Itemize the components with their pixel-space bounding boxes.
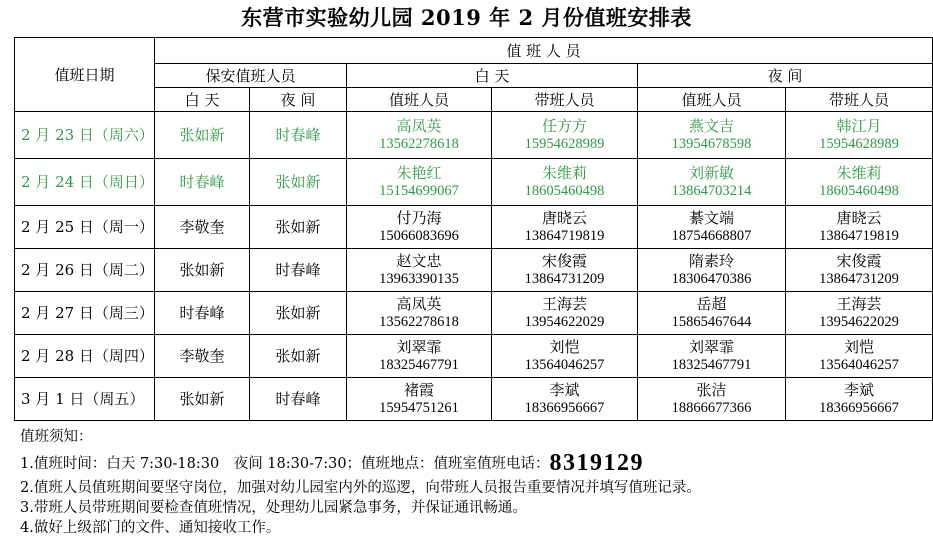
night-duty-cell [638, 112, 786, 159]
staff-name: 朱维莉 [836, 164, 882, 182]
date-cell [15, 159, 155, 206]
staff-name: 刘翠霏 [688, 338, 734, 356]
staff-phone: 13864719819 [819, 228, 899, 244]
table-row [15, 206, 933, 249]
staff-name: 隋素玲 [688, 252, 734, 270]
staff-phone: 18325467791 [671, 357, 752, 373]
staff-phone: 13954678598 [671, 136, 752, 152]
staff-name: 朱艳红 [396, 164, 442, 182]
staff-name: 张如新 [275, 173, 321, 191]
day-duty-cell [347, 249, 492, 292]
date-text: 2 月 28 日（周四） [21, 347, 154, 365]
table-row [15, 292, 933, 335]
staff-name: 时春峰 [275, 126, 321, 144]
staff-phone: 13562278618 [379, 136, 459, 152]
staff-name: 李敬奎 [179, 218, 225, 236]
notes-item-1 [20, 448, 920, 478]
night-lead-cell [786, 249, 933, 292]
staff-name: 刘翠霏 [396, 338, 442, 356]
security-day-cell [155, 249, 250, 292]
security-night-cell [250, 112, 347, 159]
security-night-cell [250, 159, 347, 206]
date-text: 2 月 24 日（周日） [21, 173, 154, 191]
day-lead-cell [492, 159, 638, 206]
header-duty-staff: 值 班 人 员 [155, 38, 933, 64]
day-duty-cell [347, 159, 492, 206]
night-duty-cell [638, 335, 786, 378]
night-duty-cell [638, 378, 786, 421]
night-lead-cell [786, 335, 933, 378]
staff-name: 张如新 [275, 304, 321, 322]
staff-phone: 15954628989 [524, 136, 605, 152]
staff-phone: 18754668807 [671, 228, 752, 244]
table-row [15, 112, 933, 159]
staff-name: 时春峰 [275, 390, 321, 408]
staff-name: 高凤英 [396, 117, 442, 135]
staff-name: 宋俊霞 [541, 252, 587, 270]
night-duty-cell [638, 206, 786, 249]
day-lead-cell [492, 292, 638, 335]
staff-phone: 18306470386 [671, 271, 752, 287]
day-duty-cell [347, 335, 492, 378]
staff-name: 高凤英 [396, 295, 442, 313]
staff-phone: 18605460498 [819, 183, 899, 199]
staff-phone: 13864703214 [671, 183, 752, 199]
security-night-cell [250, 249, 347, 292]
header-security-night: 夜 间 [250, 88, 347, 112]
staff-name: 张洁 [696, 381, 727, 399]
date-cell [15, 206, 155, 249]
date-cell [15, 378, 155, 421]
night-lead-cell [786, 112, 933, 159]
staff-name: 刘恺 [549, 338, 580, 356]
staff-name: 宋俊霞 [836, 252, 882, 270]
staff-name: 燕文吉 [688, 117, 734, 135]
staff-phone: 13954622029 [524, 314, 605, 330]
security-day-cell [155, 378, 250, 421]
staff-phone: 15954628989 [819, 136, 899, 152]
staff-phone: 13562278618 [379, 314, 459, 330]
security-night-cell [250, 206, 347, 249]
date-text: 2 月 23 日（周六） [21, 126, 154, 144]
staff-name: 赵文忠 [396, 252, 442, 270]
staff-name: 时春峰 [179, 173, 225, 191]
duty-notes [20, 426, 920, 538]
security-night-cell [250, 378, 347, 421]
header-day-lead: 带班人员 [492, 88, 638, 112]
staff-name: 付乃海 [396, 209, 442, 227]
day-lead-cell [492, 378, 638, 421]
staff-name: 任方方 [541, 117, 587, 135]
staff-phone: 15954751261 [379, 400, 459, 416]
header-security-day: 白 天 [155, 88, 250, 112]
staff-name: 唐晓云 [541, 209, 587, 227]
date-text: 2 月 25 日（周一） [21, 218, 154, 236]
header-security: 保安值班人员 [155, 64, 347, 88]
night-lead-cell [786, 292, 933, 335]
staff-phone: 15865467644 [671, 314, 752, 330]
staff-phone: 13564046257 [524, 357, 605, 373]
notes-heading: 值班须知： [20, 429, 93, 445]
night-duty-cell [638, 292, 786, 335]
date-cell [15, 249, 155, 292]
security-day-cell [155, 292, 250, 335]
night-lead-cell [786, 206, 933, 249]
table-row [15, 249, 933, 292]
staff-name: 张如新 [275, 218, 321, 236]
duty-phone-number: 8319129 [549, 450, 645, 476]
staff-name: 刘新敏 [688, 164, 734, 182]
header-night-lead: 带班人员 [786, 88, 933, 112]
staff-phone: 18866677366 [671, 400, 752, 416]
day-lead-cell [492, 112, 638, 159]
table-row [15, 335, 933, 378]
staff-phone: 18366956667 [524, 400, 605, 416]
header-day-duty: 值班人员 [347, 88, 492, 112]
header-date: 值班日期 [15, 38, 155, 112]
security-night-cell [250, 335, 347, 378]
date-text: 2 月 26 日（周二） [21, 261, 154, 279]
staff-name: 张如新 [275, 347, 321, 365]
night-duty-cell [638, 159, 786, 206]
staff-name: 岳超 [696, 295, 727, 313]
day-duty-cell [347, 292, 492, 335]
security-day-cell [155, 112, 250, 159]
staff-name: 李敬奎 [179, 347, 225, 365]
night-duty-cell [638, 249, 786, 292]
staff-name: 时春峰 [179, 304, 225, 322]
date-text: 3 月 1 日（周五） [21, 390, 145, 408]
date-cell [15, 292, 155, 335]
staff-name: 褚霞 [403, 381, 434, 399]
staff-name: 刘恺 [844, 338, 875, 356]
date-cell [15, 112, 155, 159]
header-night: 夜 间 [638, 64, 933, 88]
notes-item-1-text: 1.值班时间：白天 7:30-18:30 夜间 18:30-7:30；值班地点：值班室值班电话： [20, 456, 550, 472]
notes-item-3: 3.带班人员带班期间要检查值班情况，处理幼儿园紧急事务，并保证通讯畅通。 [20, 500, 527, 516]
staff-name: 韩江月 [836, 117, 882, 135]
day-duty-cell [347, 112, 492, 159]
staff-name: 张如新 [179, 261, 225, 279]
staff-name: 綦文端 [688, 209, 734, 227]
table-row [15, 159, 933, 206]
day-duty-cell [347, 206, 492, 249]
staff-phone: 15066083696 [379, 228, 459, 244]
staff-name: 朱维莉 [541, 164, 587, 182]
duty-roster-table [14, 37, 933, 421]
page-title: 东营市实验幼儿园 2019 年 2 月份值班安排表 [241, 5, 692, 30]
notes-item-4: 4.做好上级部门的文件、通知接收工作。 [20, 520, 281, 536]
night-lead-cell [786, 378, 933, 421]
night-lead-cell [786, 159, 933, 206]
date-cell [15, 335, 155, 378]
staff-name: 王海芸 [541, 295, 587, 313]
staff-phone: 13864731209 [819, 271, 899, 287]
staff-name: 时春峰 [275, 261, 321, 279]
staff-phone: 18325467791 [379, 357, 459, 373]
table-row [15, 378, 933, 421]
date-text: 2 月 27 日（周三） [21, 304, 154, 322]
staff-phone: 18605460498 [524, 183, 605, 199]
staff-phone: 13864719819 [524, 228, 605, 244]
staff-name: 张如新 [179, 126, 225, 144]
staff-phone: 15154699067 [379, 183, 459, 199]
security-day-cell [155, 159, 250, 206]
header-daytime: 白 天 [347, 64, 638, 88]
staff-name: 李斌 [549, 381, 580, 399]
day-lead-cell [492, 335, 638, 378]
day-duty-cell [347, 378, 492, 421]
staff-name: 张如新 [179, 390, 225, 408]
staff-name: 唐晓云 [836, 209, 882, 227]
staff-name: 王海芸 [836, 295, 882, 313]
staff-phone: 13963390135 [379, 271, 459, 287]
staff-phone: 13564046257 [819, 357, 899, 373]
staff-phone: 18366956667 [819, 400, 899, 416]
security-day-cell [155, 206, 250, 249]
header-night-duty: 值班人员 [638, 88, 786, 112]
security-day-cell [155, 335, 250, 378]
day-lead-cell [492, 206, 638, 249]
staff-phone: 13954622029 [819, 314, 899, 330]
staff-name: 李斌 [844, 381, 875, 399]
staff-phone: 13864731209 [524, 271, 605, 287]
security-night-cell [250, 292, 347, 335]
day-lead-cell [492, 249, 638, 292]
notes-item-2: 2.值班人员值班期间要坚守岗位，加强对幼儿园室内外的巡逻，向带班人员报告重要情况并填写值班记录。 [20, 480, 701, 496]
